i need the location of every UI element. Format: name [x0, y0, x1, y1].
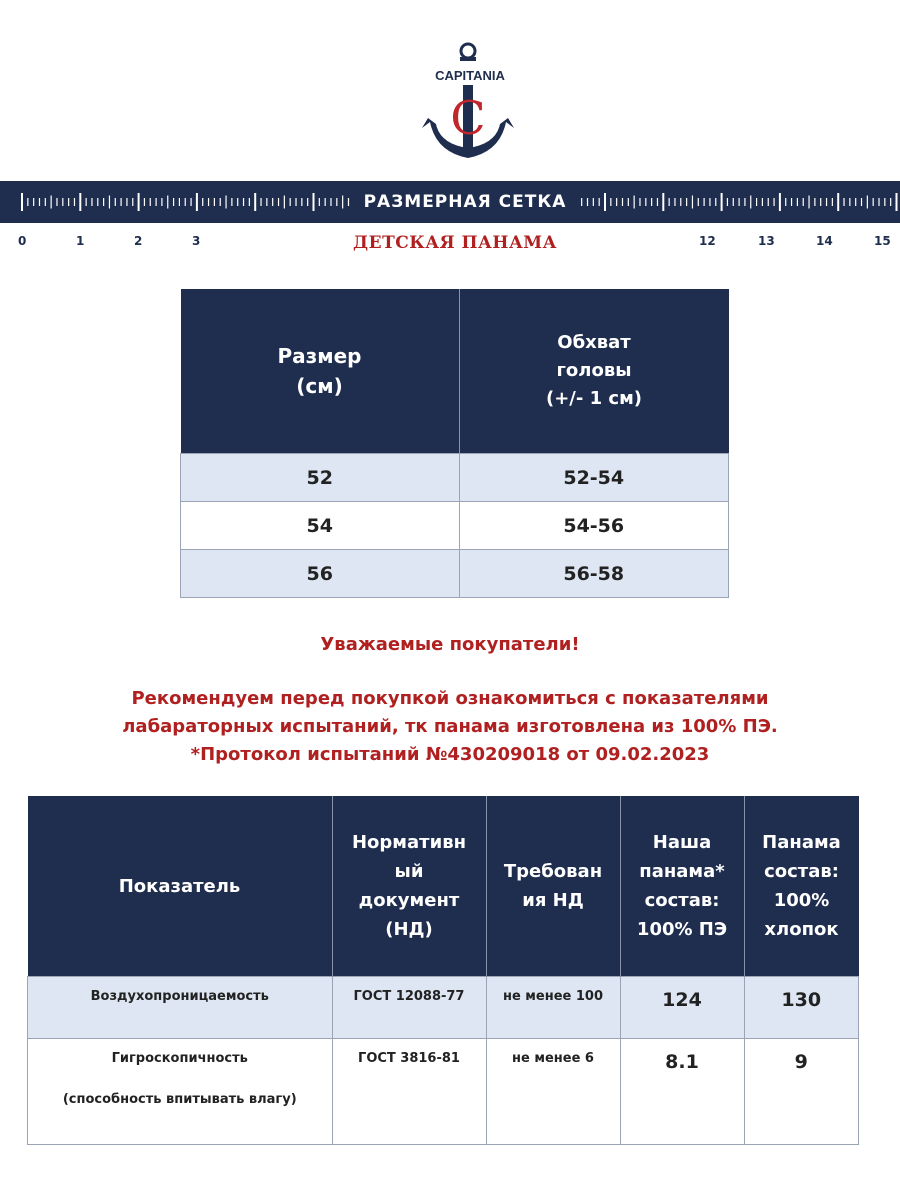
size-header-line: (см) — [296, 374, 343, 398]
document-header-line: ый — [394, 861, 424, 882]
cotton-panama-header-line: 100% — [773, 890, 830, 911]
ruler-number: 1 — [76, 234, 85, 248]
girth-cell: 54-56 — [459, 502, 729, 550]
brand-letter: C — [450, 91, 486, 145]
notice-greeting: Уважаемые покупатели! — [320, 634, 580, 655]
ruler-number: 13 — [758, 234, 775, 248]
size-cell: 54 — [181, 502, 460, 550]
girth-header — [459, 289, 729, 454]
ruler-number: 2 — [134, 234, 143, 248]
indicator-cell — [28, 1039, 333, 1145]
cotton-value-cell: 130 — [744, 977, 859, 1039]
ruler-number: 14 — [816, 234, 833, 248]
cotton-panama-header-line: состав: — [764, 861, 839, 882]
size-cell: 52 — [181, 454, 460, 502]
product-subtitle: ДЕТСКАЯ ПАНАМА — [353, 233, 557, 253]
size-header — [181, 289, 460, 454]
size-chart-title: РАЗМЕРНАЯ СЕТКА — [350, 190, 580, 214]
cotton-panama-header — [744, 796, 859, 977]
ruler-number: 0 — [18, 234, 27, 248]
cotton-panama-header-line: Панама — [762, 832, 841, 853]
girth-cell: 52-54 — [459, 454, 729, 502]
our-panama-header-line: панама* — [639, 861, 725, 882]
table-row — [181, 550, 729, 598]
girth-cell: 56-58 — [459, 550, 729, 598]
girth-header-line: головы — [556, 360, 632, 381]
requirement-cell: не менее 100 — [486, 977, 620, 1039]
size-table — [180, 289, 729, 598]
notice-line: лабараторных испытаний, тк панама изготовлена из 100% ПЭ. — [122, 716, 778, 737]
our-value-cell: 124 — [620, 977, 744, 1039]
girth-header-line: (+/- 1 см) — [545, 388, 643, 409]
table-row — [181, 454, 729, 502]
our-value-cell: 8.1 — [620, 1039, 744, 1145]
requirement-header — [486, 796, 620, 977]
document-header-line: (НД) — [385, 919, 433, 940]
table-row — [181, 502, 729, 550]
indicator-cell: Воздухопроницаемость — [28, 977, 333, 1039]
ruler-number: 15 — [874, 234, 891, 248]
ruler-number: 3 — [192, 234, 201, 248]
protocol-line: *Протокол испытаний №430209018 от 09.02.2023 — [190, 744, 710, 765]
indicator-name: Гигроскопичность — [111, 1051, 248, 1066]
our-panama-header-line: состав: — [644, 890, 720, 911]
cotton-panama-header-line: хлопок — [764, 919, 839, 940]
requirement-header-line: ия НД — [522, 890, 584, 911]
size-cell: 56 — [181, 550, 460, 598]
our-panama-header-line: Наша — [652, 832, 712, 853]
table-row — [28, 977, 859, 1039]
document-header-line: документ — [358, 890, 460, 911]
our-panama-header-line: 100% ПЭ — [636, 919, 728, 940]
anchor-icon — [410, 40, 530, 165]
indicator-note: (способность впитывать влагу) — [62, 1092, 297, 1107]
indicator-header: Показатель — [28, 796, 333, 977]
test-results-table — [27, 796, 859, 1145]
requirement-header-line: Требован — [503, 861, 603, 882]
table-row — [28, 1039, 859, 1145]
capitania-logo — [410, 40, 530, 165]
document-header — [332, 796, 486, 977]
cotton-value-cell: 9 — [744, 1039, 859, 1145]
our-panama-header — [620, 796, 744, 977]
girth-header-line: Обхват — [557, 332, 631, 353]
document-cell: ГОСТ 3816-81 — [332, 1039, 486, 1145]
notice-line: Рекомендуем перед покупкой ознакомиться с показателями — [131, 688, 769, 709]
requirement-cell: не менее 6 — [486, 1039, 620, 1145]
document-cell: ГОСТ 12088-77 — [332, 977, 486, 1039]
size-header-line: Размер — [277, 344, 362, 368]
ruler-number: 12 — [699, 234, 716, 248]
document-header-line: Нормативн — [351, 832, 467, 853]
brand-name: CAPITANIA — [435, 68, 505, 83]
